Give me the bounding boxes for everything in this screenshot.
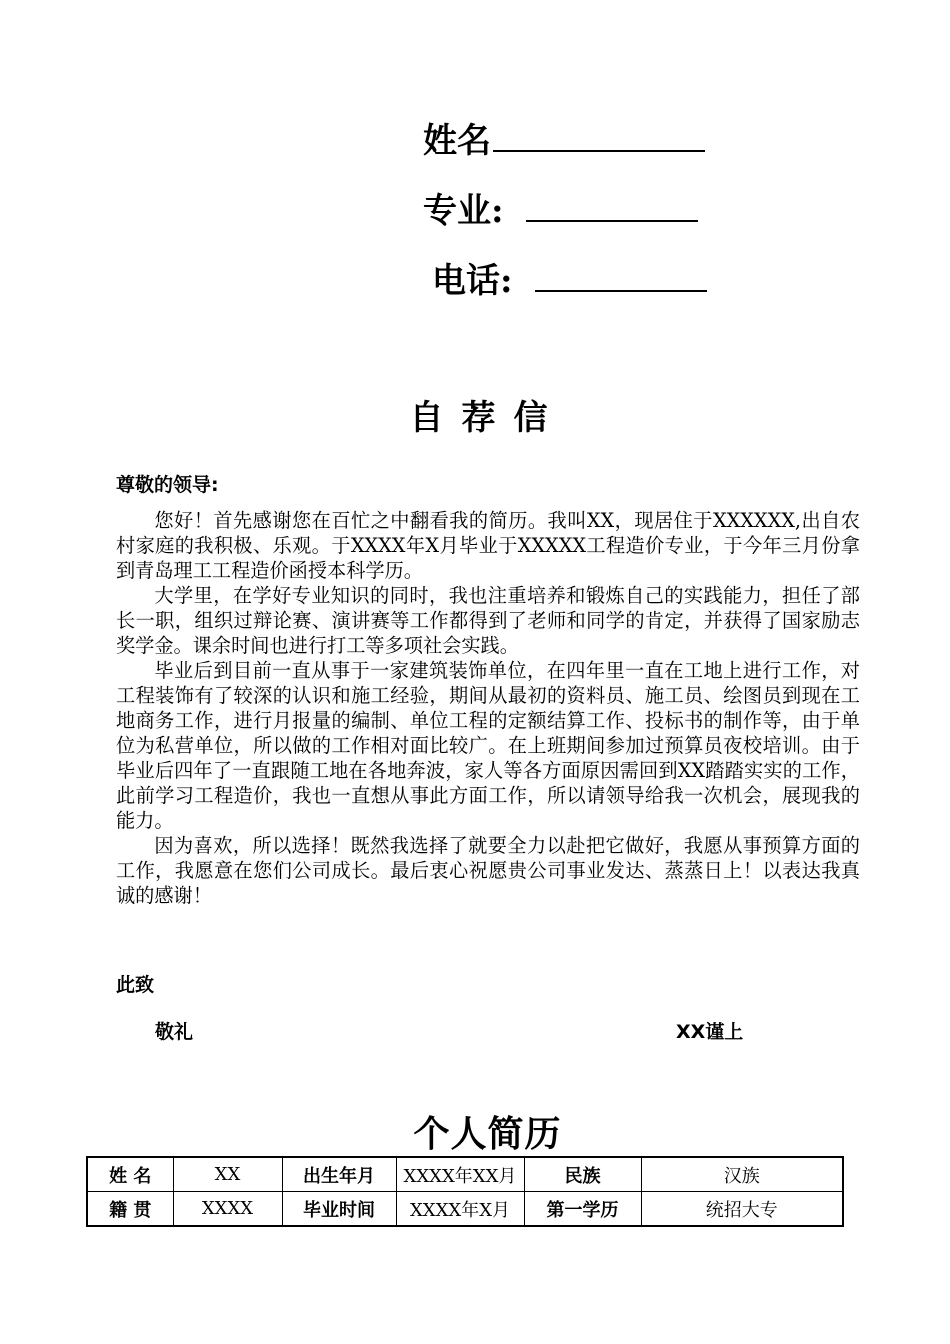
table-cell: 民族 — [524, 1157, 641, 1192]
cover-name-line — [423, 118, 705, 161]
table-cell: 汉族 — [641, 1157, 843, 1192]
cover-phone-line — [432, 258, 707, 301]
cover-major-label: 专业: — [423, 191, 504, 231]
resume-info-table — [86, 1156, 844, 1227]
table-cell: 出生年月 — [282, 1157, 396, 1192]
table-cell: 第一学历 — [524, 1192, 641, 1227]
letter-closing: 此致 — [116, 974, 155, 996]
table-cell: XXXX — [173, 1192, 282, 1227]
cover-major-line — [423, 188, 698, 231]
letter-salutation: 尊敬的领导: — [116, 474, 219, 496]
phone-blank — [535, 258, 707, 292]
letter-signature: XX谨上 — [676, 1021, 744, 1043]
letter-paragraph: 您好！首先感谢您在百忙之中翻看我的简历。我叫XX，现居住于XXXXXX,出自农村家庭的我积极、乐观。于XXXX年X月毕业于XXXXX工程造价专业，于今年三月份拿到青岛理工工程造价函授本科学历。 — [116, 509, 860, 582]
table-cell: XX — [173, 1157, 282, 1192]
table-cell: 籍 贯 — [87, 1192, 173, 1227]
table-cell: XXXX年XX月 — [396, 1157, 524, 1192]
table-cell: 统招大专 — [641, 1192, 843, 1227]
cover-phone-label: 电话: — [432, 261, 513, 301]
letter-title: 自荐信 — [409, 398, 566, 438]
letter-body — [116, 508, 860, 908]
major-blank — [526, 188, 698, 222]
cover-name-label: 姓名 — [423, 121, 491, 161]
table-row — [87, 1192, 843, 1227]
letter-paragraph: 毕业后到目前一直从事于一家建筑装饰单位，在四年里一直在工地上进行工作，对工程装饰有了较深的认识和施工经验，期间从最初的资料员、施工员、绘图员到现在工地商务工作，进行月报量的编制、单位工程的定额结算工作、投标书的制作等，由于单位为私营单位，所以做的工作相对面比较广。在上班期间参加过预算员夜校培训。由于毕业后四年了一直跟随工地在各地奔波，家人等各方面原因需回到XX踏踏实实的工作，此前学习工程造价，我也一直想从事此方面工作，所以请领导给我一次机会，展现我的能力。 — [116, 659, 860, 832]
letter-regards: 敬礼 — [155, 1021, 194, 1043]
name-blank — [493, 118, 705, 152]
letter-paragraph: 大学里，在学好专业知识的同时，我也注重培养和锻炼自己的实践能力，担任了部长一职，组织过辩论赛、演讲赛等工作都得到了老师和同学的肯定，并获得了国家励志奖学金。课余时间也进行打工等多项社会实践。 — [116, 584, 860, 657]
table-cell: XXXX年X月 — [396, 1192, 524, 1227]
table-row — [87, 1157, 843, 1192]
table-cell: 姓 名 — [87, 1157, 173, 1192]
resume-title: 个人简历 — [413, 1114, 562, 1155]
table-cell: 毕业时间 — [282, 1192, 396, 1227]
letter-paragraph: 因为喜欢，所以选择！既然我选择了就要全力以赴把它做好，我愿从事预算方面的工作，我愿意在您们公司成长。最后衷心祝愿贵公司事业发达、蒸蒸日上！以表达我真诚的感谢！ — [116, 834, 860, 907]
